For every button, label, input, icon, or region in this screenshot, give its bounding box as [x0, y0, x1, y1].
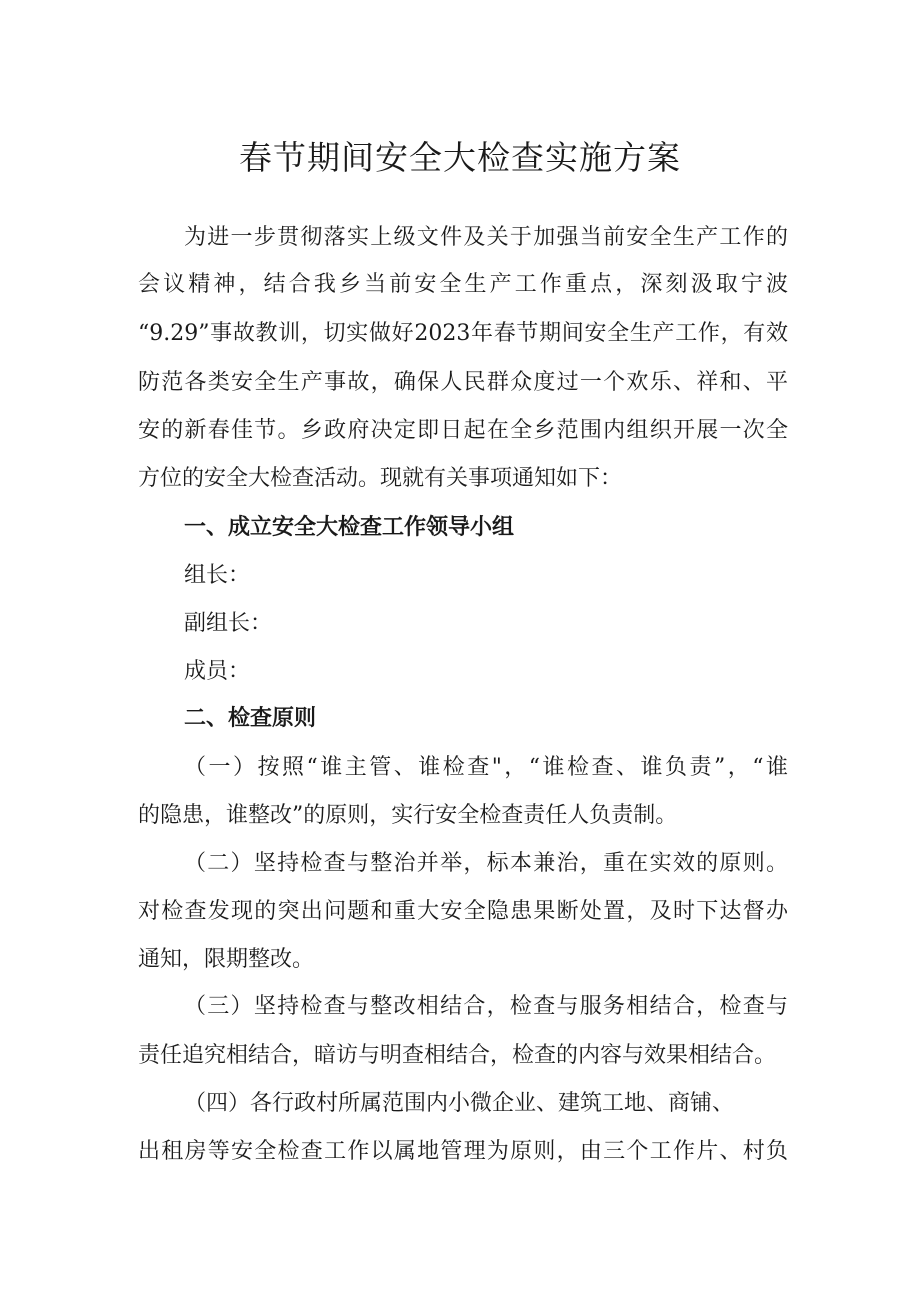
principle-4-line: （四）各行政村所属范围内小微企业、建筑工地、商铺、 — [184, 1091, 735, 1116]
principle-2-line: （二）坚持检查与整治并举，标本兼治，重在实效的原则。 — [184, 851, 788, 876]
principle-1-line: （一）按照“谁主管、谁检查"，“谁检查、谁负责”，“谁 — [184, 755, 788, 780]
intro-line: 安的新春佳节。乡政府决定即日起在全乡范围内组织开展一次全 — [138, 418, 788, 443]
section-heading-leadership: 一、成立安全大检查工作领导小组 — [184, 515, 515, 540]
document-title: 春节期间安全大检查实施方案 — [239, 138, 681, 177]
principle-3-line: （三）坚持检查与整改相结合，检查与服务相结合，检查与 — [184, 994, 788, 1019]
intro-line: 防范各类安全生产事故，确保人民群众度过一个欢乐、祥和、平 — [138, 370, 788, 395]
deputy-leader-field: 副组长： — [184, 611, 273, 636]
members-field: 成员： — [184, 659, 251, 684]
intro-line: 方位的安全大检查活动。现就有关事项通知如下： — [138, 466, 623, 491]
principle-4-line: 出租房等安全检查工作以属地管理为原则，由三个工作片、村负 — [138, 1139, 788, 1164]
principle-2-line: 对检查发现的突出问题和重大安全隐患果断处置，及时下达督办 — [138, 899, 788, 924]
intro-line: 为进一步贯彻落实上级文件及关于加强当前安全生产工作的 — [184, 225, 788, 250]
section-heading-principles: 二、检查原则 — [184, 706, 317, 731]
principle-2-line: 通知，限期整改。 — [138, 947, 315, 972]
intro-line: “9.29”事故教训，切实做好2023年春节期间安全生产工作，有效 — [138, 321, 788, 346]
leader-field: 组长： — [184, 563, 251, 588]
principle-3-line: 责任追究相结合，暗访与明查相结合，检查的内容与效果相结合。 — [138, 1043, 777, 1068]
principle-1-line: 的隐患，谁整改”的原则，实行安全检查责任人负责制。 — [138, 803, 678, 828]
intro-line: 会议精神，结合我乡当前安全生产工作重点，深刻汲取宁波 — [138, 272, 788, 297]
